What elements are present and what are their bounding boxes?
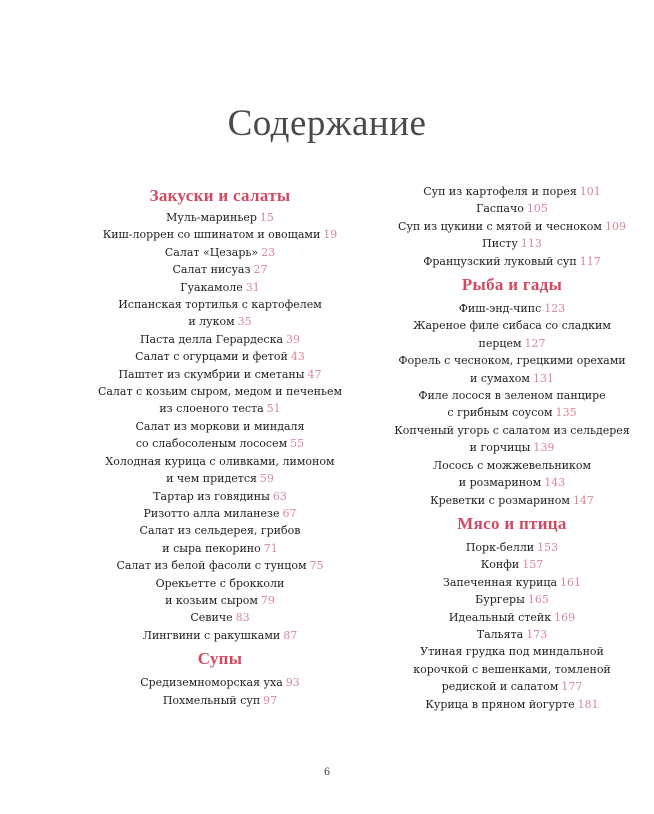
toc-entry (392, 492, 632, 509)
toc-entry-line (95, 331, 345, 348)
page-reference: 27 (253, 263, 268, 277)
entry-title-text: с грибным соусом (447, 406, 553, 420)
entry-title-text: и розмарином (458, 476, 542, 490)
page-reference: 93 (285, 676, 300, 690)
toc-entry-line (392, 626, 632, 643)
entry-title-text: Креветки с розмарином (430, 493, 570, 507)
toc-entry-line (95, 313, 345, 330)
entry-title-text: Тартар из говядины (153, 489, 270, 503)
entry-title-text: и чем придется (166, 472, 257, 486)
page-reference: 23 (261, 245, 276, 259)
page-reference: 15 (259, 211, 274, 224)
toc-entry (95, 348, 345, 365)
page-reference: 169 (554, 610, 576, 624)
page-reference: 75 (309, 559, 324, 573)
toc-column-left (95, 183, 345, 709)
entry-title-text: Ризотто алла миланезе (143, 506, 280, 520)
entry-title-text: Гуакамоле (180, 280, 243, 294)
toc-entry-line (392, 200, 632, 217)
page-reference: 31 (245, 280, 260, 294)
entry-title-text: Паштет из скумбрии и сметаны (118, 367, 305, 381)
toc-entry (392, 200, 632, 217)
toc-entry (392, 696, 632, 713)
page-reference: 83 (235, 611, 250, 625)
toc-entry (392, 300, 632, 317)
entry-title-text: корочкой с вешенками, томленой (413, 662, 611, 676)
page-reference: 55 (290, 437, 305, 451)
toc-entry (95, 522, 345, 557)
toc-entry-line (95, 470, 345, 487)
toc-entry (95, 557, 345, 574)
entry-title-text: Паста делла Герардеска (139, 332, 284, 346)
toc-entry-line (392, 661, 632, 678)
page-reference: 43 (290, 350, 305, 364)
section-heading: Супы (197, 649, 243, 669)
toc-entry (392, 539, 632, 556)
page-reference: 101 (579, 185, 601, 198)
entry-title-text: Конфи (480, 558, 520, 572)
entry-title-text: из слоеного теста (159, 402, 264, 416)
entry-title-text: и луком (188, 315, 235, 329)
entry-title-text: и горчицы (469, 441, 531, 455)
toc-entry-line (392, 422, 632, 439)
toc-entry (95, 296, 345, 331)
page-reference: 153 (537, 540, 559, 554)
toc-entry (392, 387, 632, 422)
toc-entry-line (95, 261, 345, 278)
page-title: Содержание (227, 103, 427, 144)
page-reference: 165 (527, 593, 549, 607)
section-heading: Мясо и птица (457, 513, 567, 533)
toc-entry (95, 331, 345, 348)
toc-entry-line (392, 696, 632, 713)
toc-entry (392, 317, 632, 352)
entry-title-text: Писту (482, 237, 518, 251)
entry-title-text: перцем (478, 336, 522, 350)
entry-title-text: Жареное филе сибаса со сладким (413, 319, 611, 333)
toc-entry-line (95, 505, 345, 522)
page-reference: 161 (560, 575, 582, 589)
entry-title-text: Лингвини с ракушками (142, 628, 281, 642)
toc-entry-line (95, 383, 345, 400)
toc-entry-line (392, 457, 632, 474)
toc-entry-line (392, 539, 632, 556)
toc-entry-line (95, 279, 345, 296)
page-reference: 139 (533, 441, 555, 455)
page-reference: 109 (604, 219, 626, 233)
toc-entry (95, 609, 345, 626)
entry-title-text: Испанская тортилья с картофелем (118, 298, 322, 312)
page-reference: 173 (526, 627, 548, 641)
entry-title-text: Киш-лоррен со шпинатом и овощами (102, 228, 321, 242)
toc-entry (95, 575, 345, 610)
entry-title-text: Орекьетте с брокколи (155, 576, 285, 590)
entry-title-text: Курица в пряном йогурте (425, 697, 575, 711)
toc-entry-line (392, 317, 632, 334)
toc-entry-line (392, 253, 632, 270)
toc-entry-line (95, 296, 345, 313)
toc-entry-line (95, 453, 345, 470)
toc-entry (95, 453, 345, 488)
page-reference: 63 (272, 489, 287, 503)
toc-entry (95, 674, 345, 691)
toc-entry (392, 574, 632, 591)
page-reference: 143 (544, 476, 566, 490)
entry-title-text: Салат из сельдерея, грибов (139, 524, 301, 538)
entry-title-text: Тальята (476, 627, 524, 641)
page-reference: 87 (283, 628, 298, 642)
toc-entry-line (95, 435, 345, 452)
entry-title-text: Запеченная курица (442, 575, 558, 589)
page-reference: 39 (286, 332, 301, 346)
entry-title-text: и сумахом (470, 371, 530, 385)
toc-entry (95, 244, 345, 261)
toc-entry-line (95, 592, 345, 609)
toc-entry (392, 235, 632, 252)
entry-title-text: Салат нисуаз (172, 263, 251, 277)
entry-title-text: Фиш-энд-чипс (458, 302, 542, 316)
toc-entry-line (95, 609, 345, 626)
entry-title-text: Французский луковый суп (423, 254, 577, 268)
toc-entry-line (392, 591, 632, 608)
section-heading: Рыба и гады (461, 275, 563, 295)
toc-entry (95, 279, 345, 296)
page-reference: 147 (572, 493, 594, 507)
page-reference: 157 (522, 558, 544, 572)
toc-entry-line (392, 609, 632, 626)
entry-title-text: Форель с чесноком, грецкими орехами (398, 354, 626, 368)
toc-entry (95, 488, 345, 505)
toc-entry (392, 643, 632, 695)
page-reference: 97 (263, 693, 278, 707)
entry-title-text: редиской и салатом (441, 680, 559, 694)
page-reference: 71 (263, 541, 278, 555)
toc-entry (392, 626, 632, 643)
toc-column-right (392, 183, 632, 713)
entry-title-text: Салат «Цезарь» (164, 245, 259, 259)
entry-title-text: Утиная грудка под миндальной (420, 645, 604, 659)
toc-entry-line (95, 226, 345, 243)
toc-entry (392, 218, 632, 235)
toc-entry (392, 253, 632, 270)
toc-entry (95, 505, 345, 522)
toc-entry-line (95, 627, 345, 644)
entry-title-text: Суп из картофеля и порея (423, 185, 577, 198)
page-reference: 59 (259, 472, 274, 486)
entry-title-text: Севиче (190, 611, 233, 625)
entry-title-text: Порк-белли (465, 540, 535, 554)
entry-title-text: Холодная курица с оливками, лимоном (105, 454, 335, 468)
toc-entry-line (392, 235, 632, 252)
toc-entry-line (392, 678, 632, 695)
toc-entry (95, 383, 345, 418)
entry-title-text: Бургеры (475, 593, 525, 607)
toc-entry (95, 627, 345, 644)
toc-entry-line (95, 540, 345, 557)
toc-entry-line (392, 492, 632, 509)
toc-entry-line (95, 575, 345, 592)
entry-title-text: Гаспачо (476, 202, 524, 216)
toc-entry-line (392, 387, 632, 404)
entry-title-text: Копченый угорь с салатом из сельдерея (394, 423, 630, 437)
entry-title-text: Филе лосося в зеленом панцире (418, 389, 606, 403)
toc-entry-line (392, 352, 632, 369)
page-reference: 79 (260, 593, 275, 607)
toc-entry-line (95, 692, 345, 709)
entry-title-text: Салат с огурцами и фетой (135, 350, 288, 364)
toc-entry (392, 591, 632, 608)
entry-title-text: Салат из моркови и миндаля (135, 419, 305, 433)
toc-entry-line (95, 209, 345, 226)
toc-entry-line (95, 418, 345, 435)
page-reference: 131 (532, 371, 554, 385)
toc-entry-line (95, 674, 345, 691)
toc-entry-line (392, 183, 632, 200)
toc-entry-line (392, 370, 632, 387)
toc-entry-line (95, 244, 345, 261)
toc-entry-line (95, 400, 345, 417)
toc-entry-line (95, 557, 345, 574)
page-reference: 181 (577, 697, 599, 711)
entry-title-text: Похмельный суп (162, 693, 261, 707)
page-reference: 177 (561, 680, 583, 694)
page-reference: 127 (524, 336, 546, 350)
page-reference: 123 (544, 302, 566, 316)
toc-entry (95, 226, 345, 243)
toc-entry-line (95, 522, 345, 539)
toc-entry (392, 183, 632, 200)
toc-entry (392, 352, 632, 387)
page-reference: 51 (266, 402, 281, 416)
toc-entry (392, 556, 632, 573)
page-reference: 113 (520, 237, 542, 251)
page-reference: 67 (282, 506, 297, 520)
toc-entry-line (392, 439, 632, 456)
toc-entry (392, 609, 632, 626)
toc-entry-line (95, 488, 345, 505)
toc-entry-line (392, 574, 632, 591)
page-reference: 117 (579, 254, 601, 268)
entry-title-text: Суп из цукини с мятой и чесноком (398, 219, 602, 233)
page-reference: 19 (323, 228, 338, 242)
toc-entry (95, 692, 345, 709)
toc-entry-line (95, 366, 345, 383)
toc-entry (392, 457, 632, 492)
entry-title-text: Салат из белой фасоли с тунцом (116, 559, 307, 573)
page-number: 6 (323, 767, 331, 778)
page-reference: 35 (237, 315, 252, 329)
toc-entry (95, 209, 345, 226)
entry-title-text: и козьим сыром (165, 593, 258, 607)
toc-entry-line (392, 556, 632, 573)
entry-title-text: и сыра пекорино (162, 541, 261, 555)
toc-entry-line (392, 218, 632, 235)
toc-entry-line (392, 404, 632, 421)
toc-entry (392, 422, 632, 457)
toc-entry (95, 261, 345, 278)
entry-title-text: Салат с козьим сыром, медом и печеньем (97, 385, 343, 399)
toc-entry (95, 366, 345, 383)
section-heading: Закуски и салаты (149, 186, 291, 205)
toc-entry-line (392, 335, 632, 352)
toc-entry-line (95, 348, 345, 365)
entry-title-text: Средиземноморская уха (140, 676, 283, 690)
toc-entry-line (392, 300, 632, 317)
page-reference: 105 (526, 202, 548, 216)
entry-title-text: со слабосоленым лососем (135, 437, 288, 451)
page-reference: 47 (307, 367, 322, 381)
toc-entry-line (392, 474, 632, 491)
page-reference: 135 (555, 406, 577, 420)
entry-title-text: Муль-мариньер (166, 211, 257, 224)
entry-title-text: Лосось с можжевельником (432, 458, 592, 472)
toc-entry (95, 418, 345, 453)
entry-title-text: Идеальный стейк (448, 610, 552, 624)
toc-entry-line (392, 643, 632, 660)
